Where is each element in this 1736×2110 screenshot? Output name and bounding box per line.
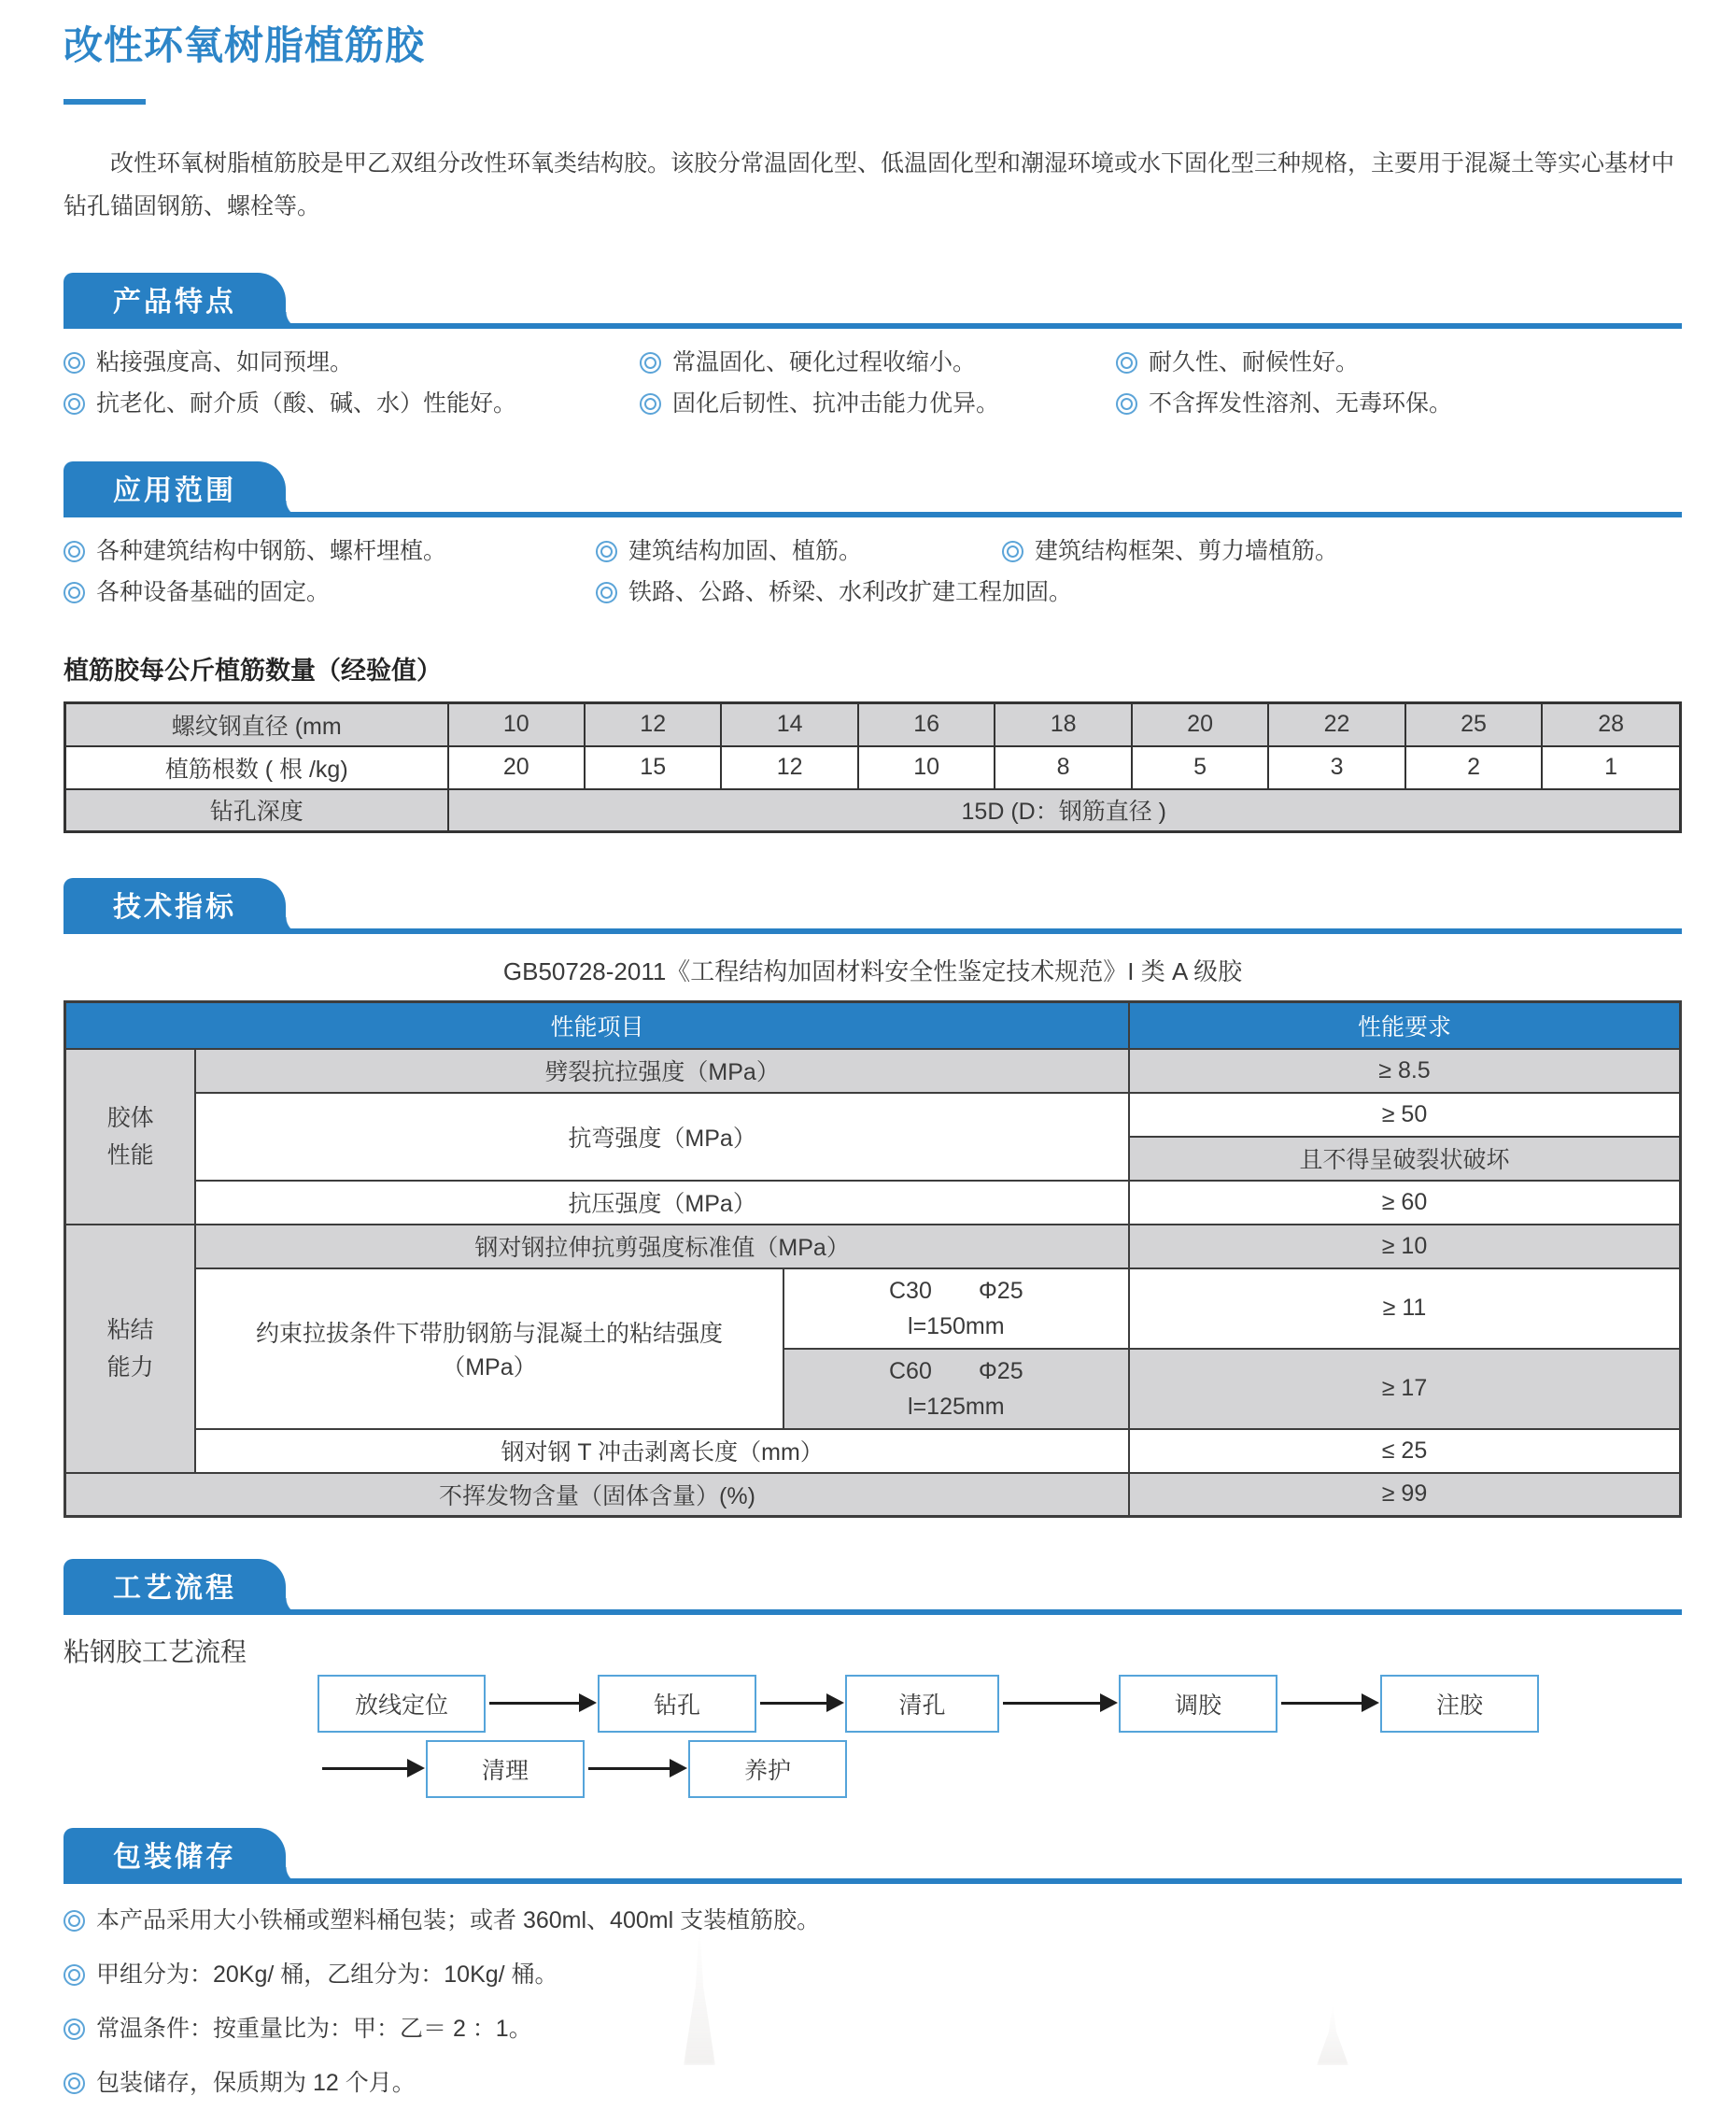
spec-requirement: ≥ 99 [1129,1473,1681,1517]
list-item [64,2056,1682,2110]
list-item [1116,383,1452,424]
section-underline [64,928,1682,934]
table-row [65,1093,1681,1137]
arrow-right-icon [588,1767,670,1770]
title-underline-dash [64,99,146,105]
flow-step-inject-glue: 注胶 [1380,1675,1539,1733]
list-item [64,531,596,572]
process-flowchart [64,1675,1682,1807]
count-value: 12 [721,746,857,789]
spec-requirement: ≥ 10 [1129,1225,1681,1268]
spec-label: 抗压强度（MPa） [195,1181,1129,1225]
section-badge-tech: 技术指标 [64,878,286,934]
application-text: 各种设备基础的固定。 [96,579,331,605]
section-underline [64,1878,1682,1884]
features-row-1 [64,342,1682,383]
section-badge-applications: 应用范围 [64,461,286,517]
test-condition-c30 [783,1268,1129,1349]
table-row [65,1225,1681,1268]
table-row [65,789,1681,832]
double-circle-bullet-icon [64,541,85,562]
spec-requirement: ≥ 8.5 [1129,1049,1681,1093]
application-text: 建筑结构加固、植筋。 [628,538,863,564]
list-item [64,342,640,383]
list-item [640,383,1116,424]
list-item [1002,531,1338,572]
double-circle-bullet-icon [64,2018,85,2040]
diameter-value: 10 [448,703,585,746]
spec-label: 约束拉拔条件下带肋钢筋与混凝土的粘结强度（MPa） [195,1268,783,1429]
table-row [65,1429,1681,1473]
table-header-row [65,1002,1681,1049]
spec-requirement: ≥ 60 [1129,1181,1681,1225]
rebar-table-caption: 植筋胶每公斤植筋数量（经验值） [64,657,442,685]
test-condition-c60 [783,1349,1129,1429]
section-underline [64,1609,1682,1615]
double-circle-bullet-icon [1116,352,1137,374]
packaging-text: 甲组分为：20Kg/ 桶，乙组分为：10Kg/ 桶。 [96,1961,558,1988]
feature-text: 不含挥发性溶剂、无毒环保。 [1149,390,1453,417]
process-subtitle: 粘钢胶工艺流程 [64,1637,247,1666]
count-value: 20 [448,746,585,789]
rebar-count-label: 植筋根数 ( 根 /kg) [65,746,448,789]
list-item [596,531,1002,572]
packaging-item [64,1893,820,1947]
flow-step-mix-glue: 调胶 [1119,1675,1277,1733]
double-circle-bullet-icon [64,582,85,603]
diameter-value: 22 [1268,703,1404,746]
packaging-list [64,1893,1682,2110]
intro-paragraph: 改性环氧树脂植筋胶是甲乙双组分改性环氧类结构胶。该胶分常温固化型、低温固化型和潮湿环境或水下固化型三种规格，主要用于混凝土等实心基材中钻孔锚固钢筋、螺栓等。 [64,150,1675,219]
application-text: 各种建筑结构中钢筋、螺杆埋植。 [96,538,447,564]
double-circle-bullet-icon [640,352,661,374]
arrow-right-icon [322,1767,407,1770]
section-underline [64,323,1682,329]
count-value: 5 [1132,746,1268,789]
packaging-item [64,2002,532,2056]
section-header-tech [64,878,1682,934]
feature-text: 耐久性、耐候性好。 [1149,349,1360,375]
arrow-right-icon [1003,1702,1100,1705]
application-text: 建筑结构框架、剪力墙植筋。 [1035,538,1339,564]
spec-requirement: ≥ 17 [1129,1349,1681,1429]
list-item [64,572,596,613]
section-header-process [64,1559,1682,1615]
applications-list [64,531,1682,613]
condition-line: l=150mm [908,1312,1005,1339]
column-header-item: 性能项目 [65,1002,1129,1049]
section-header-applications [64,461,1682,517]
condition-line: l=125mm [908,1393,1005,1420]
spec-requirement: 且不得呈破裂状破坏 [1129,1137,1681,1181]
table-row [65,1268,1681,1349]
list-item [1116,342,1359,383]
table-row [65,703,1681,746]
list-item [640,342,1116,383]
spec-label: 劈裂抗拉强度（MPa） [195,1049,1129,1093]
applications-row-2 [64,572,1682,613]
applications-row-1 [64,531,1682,572]
drill-depth-label: 钻孔深度 [65,789,448,832]
condition-line: C60 Φ25 [888,1357,1023,1384]
diameter-value: 14 [721,703,857,746]
list-item [596,572,1072,613]
features-list [64,342,1682,424]
table-row [65,746,1681,789]
diameter-value: 20 [1132,703,1268,746]
arrow-right-icon [489,1702,579,1705]
list-item [64,2002,1682,2056]
double-circle-bullet-icon [596,582,617,603]
double-circle-bullet-icon [1116,393,1137,415]
count-value: 1 [1542,746,1680,789]
diameter-value: 18 [995,703,1131,746]
features-row-2 [64,383,1682,424]
spec-requirement: ≤ 25 [1129,1429,1681,1473]
diameter-value: 12 [585,703,721,746]
section-header-packaging [64,1828,1682,1884]
feature-text: 常温固化、硬化过程收缩小。 [672,349,977,375]
spec-label: 抗弯强度（MPa） [195,1093,1129,1181]
rebar-count-table [64,701,1682,833]
spec-label: 钢对钢拉伸抗剪强度标准值（MPa） [195,1225,1129,1268]
table-row [65,1181,1681,1225]
spec-label: 钢对钢 T 冲击剥离长度（mm） [195,1429,1129,1473]
spec-requirement: ≥ 11 [1129,1268,1681,1349]
packaging-text: 本产品采用大小铁桶或塑料桶包装；或者 360ml、400ml 支装植筋胶。 [96,1907,821,1933]
diameter-value: 28 [1542,703,1680,746]
rebar-diameter-label: 螺纹钢直径 (mm [65,703,448,746]
section-header-features [64,273,1682,329]
packaging-text: 常温条件：按重量比为：甲：乙＝ 2 ：1。 [96,2016,532,2042]
count-value: 8 [995,746,1131,789]
double-circle-bullet-icon [64,1910,85,1932]
diameter-value: 16 [858,703,995,746]
condition-line: C30 Φ25 [888,1277,1023,1304]
spec-label: 不挥发物含量（固体含量）(%) [65,1473,1129,1517]
flow-step-curing: 养护 [688,1740,847,1798]
table-row [65,1049,1681,1093]
table-row [65,1473,1681,1517]
count-value: 2 [1405,746,1542,789]
double-circle-bullet-icon [64,2073,85,2094]
count-value: 10 [858,746,995,789]
application-text: 铁路、公路、桥梁、水利改扩建工程加固。 [628,579,1073,605]
double-circle-bullet-icon [64,1964,85,1986]
section-badge-features: 产品特点 [64,273,286,329]
drill-depth-value: 15D (D：钢筋直径 ) [448,789,1681,832]
flow-step-drill: 钻孔 [598,1675,756,1733]
arrow-right-icon [1281,1702,1362,1705]
flow-step-clean-hole: 清孔 [845,1675,999,1733]
list-item [64,383,640,424]
list-item [64,1947,1682,2002]
section-badge-process: 工艺流程 [64,1559,286,1615]
feature-text: 粘接强度高、如同预埋。 [96,349,354,375]
feature-text: 固化后韧性、抗冲击能力优异。 [672,390,1000,417]
page-title: 改性环氧树脂植筋胶 [64,23,426,67]
double-circle-bullet-icon [64,352,85,374]
double-circle-bullet-icon [596,541,617,562]
section-underline [64,512,1682,517]
tech-spec-table [64,1000,1682,1518]
arrow-right-icon [760,1702,826,1705]
group-label-glue: 胶体性能 [65,1049,196,1225]
column-header-requirement: 性能要求 [1129,1002,1681,1049]
double-circle-bullet-icon [1002,541,1023,562]
flow-step-cleanup: 清理 [426,1740,585,1798]
group-label-bond: 粘结能力 [65,1225,196,1473]
packaging-item [64,1947,558,2002]
count-value: 15 [585,746,721,789]
spec-requirement: ≥ 50 [1129,1093,1681,1137]
packaging-item [64,2056,416,2110]
double-circle-bullet-icon [64,393,85,415]
diameter-value: 25 [1405,703,1542,746]
section-badge-packaging: 包装储存 [64,1828,286,1884]
count-value: 3 [1268,746,1404,789]
feature-text: 抗老化、耐介质（酸、碱、水）性能好。 [96,390,517,417]
packaging-text: 包装储存，保质期为 12 个月。 [96,2070,416,2096]
list-item [64,1893,1682,1947]
double-circle-bullet-icon [640,393,661,415]
standard-reference-note: GB50728-2011《工程结构加固材料安全性鉴定技术规范》I 类 A 级胶 [502,957,1243,985]
flow-step-layout: 放线定位 [318,1675,486,1733]
